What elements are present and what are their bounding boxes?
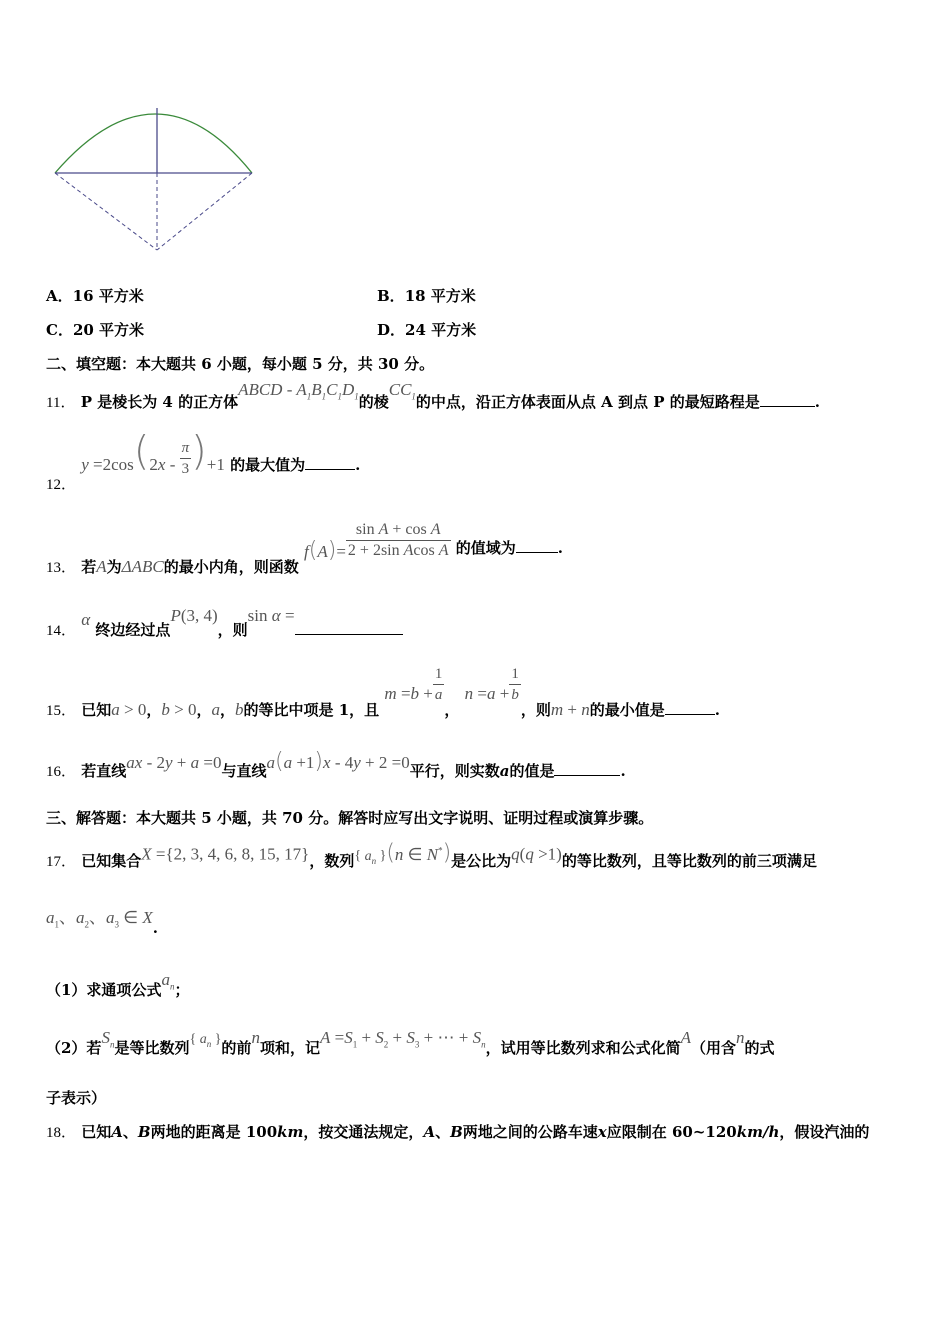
arc bbox=[55, 114, 252, 173]
option-b: B．18 平方米 bbox=[377, 287, 476, 305]
question-17-part2: （2）若$S_n$是等比数列{ $a_n$ }的前n项和，记$A =S_1 + S_2 + S_3$ + ⋯ + $S_n$，试用等比数列求和公式化简A（用含n的式 bbox=[46, 1028, 775, 1057]
section-heading-answer: 三、解答题：本大题共 5 小题，共 70 分。解答时应写出文字说明、证明过程或演算步骤。 bbox=[46, 809, 654, 827]
section-heading-fill-in: 二、填空题：本大题共 6 小题，每小题 5 分，共 30 分。 bbox=[46, 355, 435, 373]
question-11: 11． P 是棱长为 4 的正方体ABCD - $A_1B_1C_1D_1$的棱$CC_1$的中点，沿正方体表面从点 A 到点 P 的最短路程是 . bbox=[46, 380, 820, 411]
question-17-line2: $a_1$、$a_2$、$a_3$ ∈ X. bbox=[46, 908, 158, 937]
sector-figure bbox=[45, 95, 265, 260]
question-14: 14． α 终边经过点P(3, 4)，则sin α = bbox=[46, 606, 403, 627]
question-12: 12． y =2cos(2x - $\frac{\pi}{3}$ )+1 的最大值为 . bbox=[46, 428, 361, 493]
question-17-part1: （1）求通项公式$a_n$； bbox=[46, 970, 190, 999]
option-d: D．24 平方米 bbox=[377, 321, 477, 339]
option-c: C．20 平方米 bbox=[46, 321, 145, 339]
question-18: 18． 已知A、B两地的距离是 100km，按交通法规定，A、B两地之间的公路车速x应限制在 60~120km/h，假设汽油的 bbox=[46, 1123, 870, 1141]
dashed-right bbox=[157, 173, 252, 250]
option-a: A．16 平方米 bbox=[46, 287, 144, 305]
question-16: 16． 若直线ax - 2y + a =0与直线a(a +1)x - 4y + 2 =0平行，则实数a的值是 . bbox=[46, 749, 626, 780]
question-15: 15． 已知a > 0，b > 0，a，b的等比中项是 1，且 m =b + $\frac{1}{a}$ ， n =a + $\frac{1}{b}$ ，则m + n的最小值是 . bbox=[46, 666, 720, 719]
question-17: 17． 已知集合X ={2, 3, 4, 6, 8, 15, 17}，数列{ $a_n$ }(n ∈ N*)是公比为q(q >1)的等比数列，且等比数列的前三项满足 bbox=[46, 840, 817, 870]
question-13: 13． 若A为ΔABC的最小内角，则函数 f(A)= $\frac{\text{sin A + cos A}}{\text{2 + 2sin Acos A}}$ 的值域为 . bbox=[46, 521, 563, 576]
question-17-part2-line2: 子表示） bbox=[46, 1089, 107, 1107]
dashed-left bbox=[55, 173, 157, 250]
